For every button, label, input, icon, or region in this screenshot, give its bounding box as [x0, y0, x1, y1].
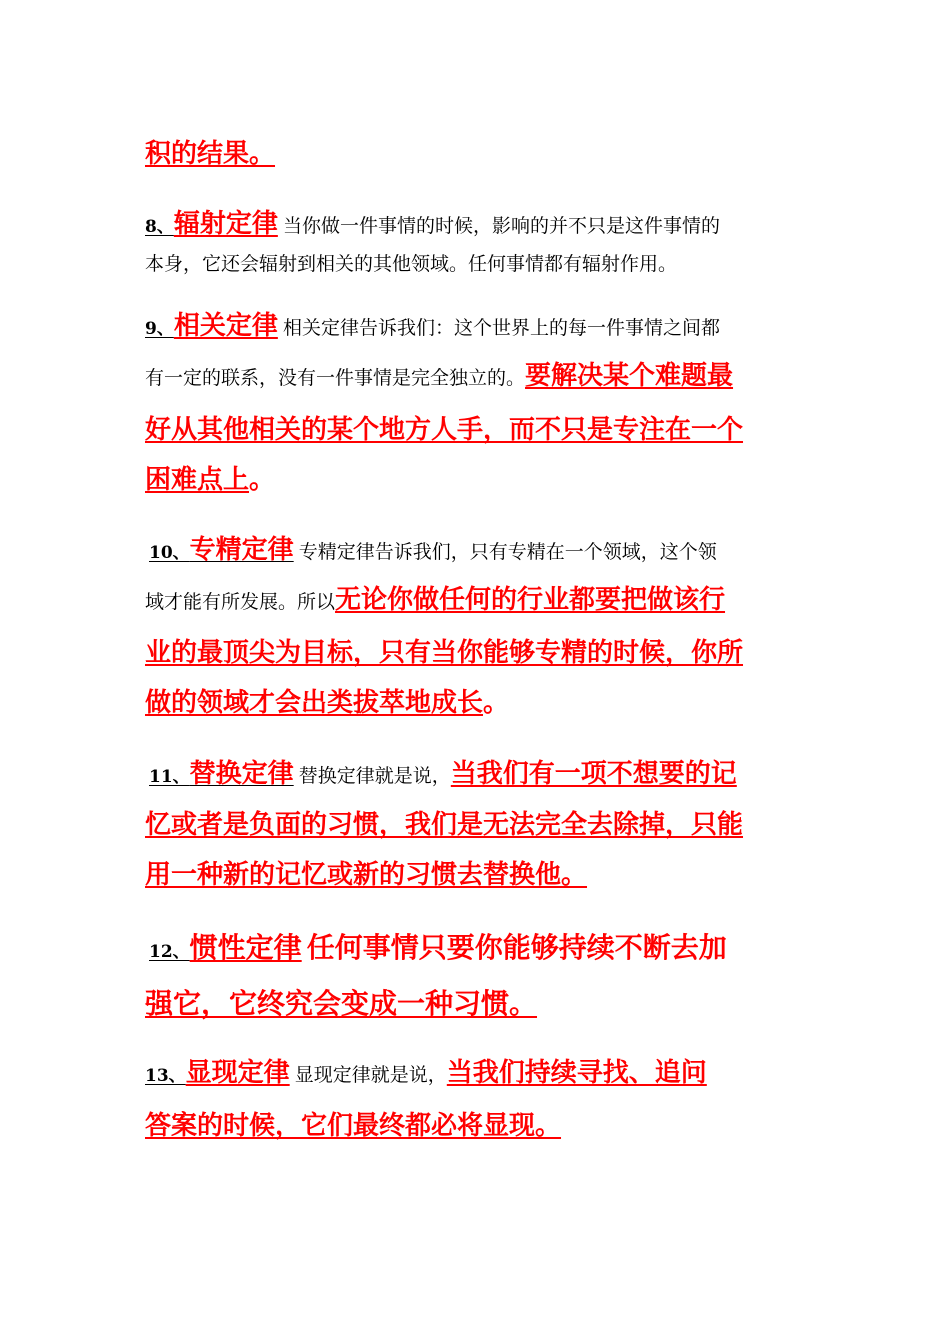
law-10-text-line2: 域才能有所发展。所以: [145, 591, 336, 613]
law-9-text-line1: 相关定律告诉我们：这个世界上的每一件事情之间都: [282, 317, 720, 339]
law-11-text-line1: 替换定律就是说，: [298, 765, 451, 787]
law-10-paragraph: [145, 528, 810, 731]
law-8-paragraph: [145, 205, 810, 282]
law-13-number: 13、: [145, 1066, 186, 1086]
law-8-title: 辐射定律: [173, 209, 278, 239]
law-11-number: 11、: [149, 767, 190, 787]
law-13-paragraph: [145, 1048, 810, 1151]
law-12-highlight-line1: 任何事情只要你能够持续不断去加: [306, 931, 727, 964]
law-13-title: 显现定律: [185, 1058, 290, 1088]
law-9-period: 。: [249, 465, 276, 495]
law-12-paragraph: [145, 922, 810, 1030]
law-10-number: 10、: [149, 543, 190, 563]
law-9-paragraph: [145, 305, 810, 508]
law-11-paragraph: [145, 751, 810, 900]
law-11-title: 替换定律: [189, 759, 294, 789]
law-13-highlight-line2: 答案的时候，它们最终都必将显现。: [145, 1111, 562, 1141]
law-9-highlight-line3: 好从其他相关的某个地方人手，而不只是专注在一个: [145, 415, 744, 445]
law-8-text-line2: 本身，它还会辐射到相关的其他领域。任何事情都有辐射作用。: [145, 253, 678, 275]
law-9-title: 相关定律: [173, 311, 278, 341]
law-13-text-line1: 显现定律就是说，: [294, 1064, 447, 1086]
law-10-highlight-line4: 做的领域才会出类拔萃地成长: [145, 688, 484, 718]
law-9-highlight-line2: 要解决某个难题最: [525, 361, 734, 391]
law-10-text-line1: 专精定律告诉我们，只有专精在一个领域，这个领: [298, 541, 717, 563]
law-10-title: 专精定律: [189, 535, 294, 565]
law-10-period: 。: [483, 688, 510, 718]
law-13-highlight-line1: 当我们持续寻找、追问: [446, 1058, 707, 1088]
law-10-highlight-line3: 业的最顶尖为目标，只有当你能够专精的时候，你所: [145, 638, 744, 668]
law-9-text-line2: 有一定的联系，没有一件事情是完全独立的。: [145, 367, 526, 389]
law-11-highlight-line3: 用一种新的记忆或新的习惯去替换他。: [145, 860, 588, 890]
law-12-highlight-line2: 强它，它终究会变成一种习惯。: [145, 987, 538, 1020]
law-9-highlight-line4: 困难点上: [145, 465, 250, 495]
law-8-text-line1: 当你做一件事情的时候，影响的并不只是这件事情的: [282, 215, 720, 237]
law-11-highlight-line2: 忆或者是负面的习惯，我们是无法完全去除掉，只能: [145, 810, 744, 840]
law-9-number: 9、: [145, 319, 174, 339]
law-7-tail: 积的结果。: [145, 139, 276, 169]
law-12-title: 惯性定律: [189, 931, 302, 964]
law-12-number: 12、: [149, 942, 190, 962]
law-8-number: 8、: [145, 217, 174, 237]
law-10-highlight-line2: 无论你做任何的行业都要把做该行: [335, 585, 726, 615]
law-11-highlight-line1: 当我们有一项不想要的记: [450, 759, 737, 789]
law-7-continuation: [145, 133, 810, 170]
